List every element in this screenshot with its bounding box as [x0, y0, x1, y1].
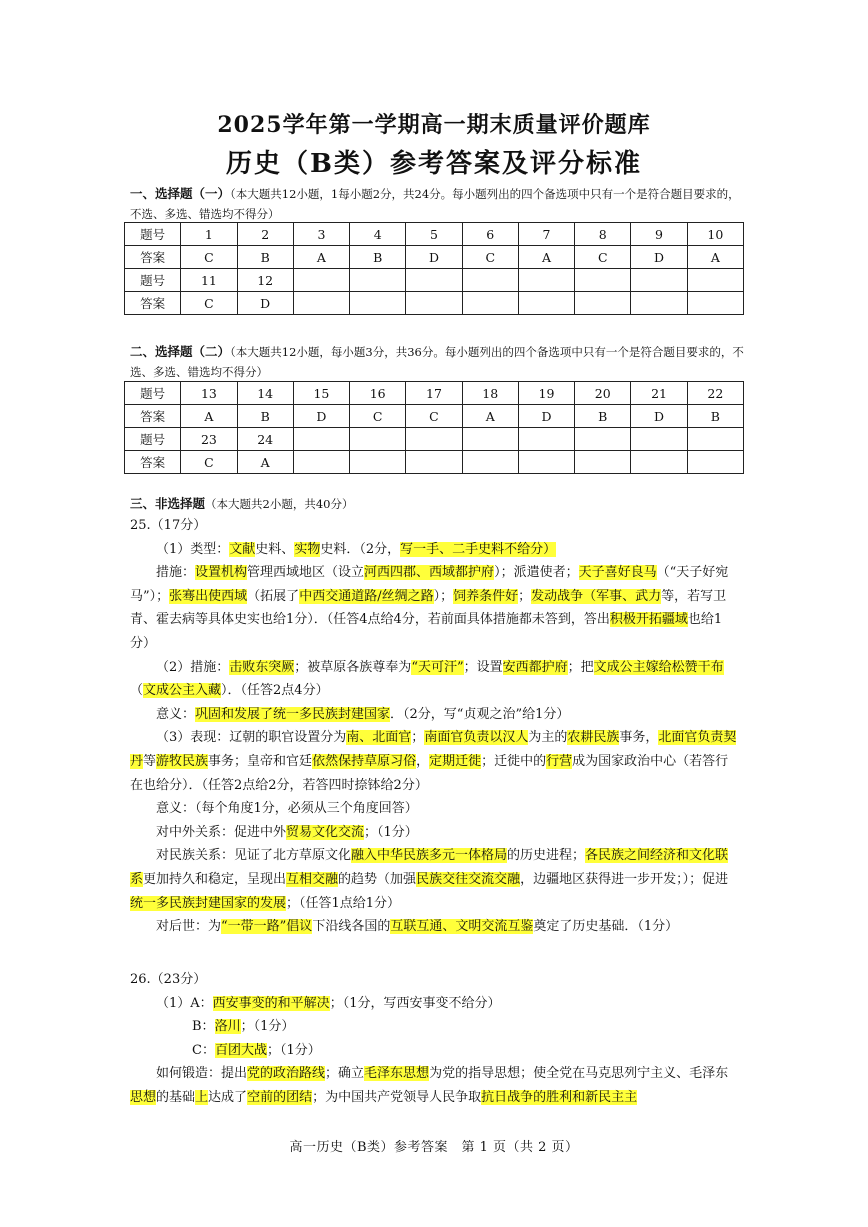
text-segment: ；确立: [325, 1066, 365, 1082]
text-segment: ；（任答1点给1分）: [286, 895, 401, 911]
table-cell: B: [350, 246, 406, 269]
table-cell: [631, 269, 687, 292]
table-cell: D: [631, 405, 687, 428]
text-segment: 的历史进程；: [507, 848, 586, 864]
table-cell: [293, 451, 349, 474]
text-segment: 为主的: [528, 730, 568, 746]
text-segment: （军事、武力: [583, 588, 662, 604]
q25-part1-measures: [130, 561, 740, 655]
text-segment: 巩固和发展了统一多民族封建国家: [195, 706, 391, 722]
exam-title: 2025学年第一学期高一期末质量评价题库: [217, 112, 651, 138]
section2-header: [130, 342, 745, 382]
row-label-cell: 题号: [125, 382, 181, 405]
row-label-cell: 答案: [125, 451, 181, 474]
text-segment: 毛泽东思想: [364, 1066, 430, 1082]
text-segment: 洛川: [214, 1019, 241, 1035]
table-cell: B: [687, 405, 743, 428]
text-segment: 北面官负责契丹: [130, 730, 737, 769]
text-segment: 贸易文化交流: [286, 824, 365, 840]
text-segment: 为党的指导思想；使全党在马克思列宁主义、毛泽东: [429, 1066, 729, 1082]
q25-ethnic-relations: [130, 844, 740, 915]
text-segment: 对后世：为: [156, 919, 222, 935]
q25-number: 25.（17分）: [130, 518, 207, 533]
text-segment: ；: [518, 588, 532, 604]
table-cell: C: [406, 405, 462, 428]
table-cell: 18: [462, 382, 518, 405]
text-segment: ）；派遣使者；: [494, 565, 579, 581]
table-cell: [631, 428, 687, 451]
table-cell: [293, 428, 349, 451]
table-cell: [462, 428, 518, 451]
text-segment: 百团大战: [214, 1042, 267, 1058]
table-cell: [575, 428, 631, 451]
text-segment: 更加持久和稳定，呈现出: [143, 871, 287, 887]
text-segment: ；被草原各族尊奉为: [294, 659, 412, 675]
text-segment: ，边疆地区获得进一步开发；）；促进: [520, 871, 729, 887]
table-cell: C: [350, 405, 406, 428]
table-cell: [518, 269, 574, 292]
text-segment: 各民族之间经济和文化联系: [130, 848, 729, 887]
section3-note: （本大题共2小题，共40分）: [205, 497, 354, 511]
text-segment: ；为中国共产党领导人民争取: [312, 1089, 482, 1105]
table-cell: [631, 451, 687, 474]
table-cell: [575, 292, 631, 315]
q25-later-generations: [130, 915, 740, 939]
text-segment: 河西四郡、西域都护府: [364, 565, 495, 581]
table-cell: 7: [518, 223, 574, 246]
table-cell: [406, 451, 462, 474]
table-cell: [462, 292, 518, 315]
table-cell: [687, 292, 743, 315]
text-segment: （1）类型：: [156, 541, 230, 557]
text-segment: 文成公主入藏: [143, 683, 222, 699]
text-segment: 实物: [294, 541, 321, 557]
text-segment: 奠定了历史基础．（1分）: [533, 919, 679, 935]
table-cell: [350, 428, 406, 451]
text-segment: 文成公主嫁给松赞干布: [593, 659, 724, 675]
table-cell: 15: [293, 382, 349, 405]
text-segment: 上: [195, 1089, 209, 1105]
text-segment: 中西交通道路/丝绸之路: [299, 588, 434, 604]
text-segment: ；（1分，写西安事变不给分）: [329, 995, 501, 1011]
q25-significance-intro: 意义：（每个角度1分，必须从三个角度回答）: [156, 801, 418, 817]
text-segment: 史料、: [255, 541, 295, 557]
text-segment: 等: [143, 753, 157, 769]
text-segment: 设置机构: [195, 565, 248, 581]
table-cell: 12: [237, 269, 293, 292]
text-segment: 意义：: [156, 706, 196, 722]
table-cell: 4: [350, 223, 406, 246]
text-segment: 达成了: [208, 1089, 248, 1105]
q25-part2-measures: [130, 656, 740, 703]
row-label-cell: 答案: [125, 246, 181, 269]
text-segment: 天子喜好良马: [578, 565, 657, 581]
table-cell: 20: [575, 382, 631, 405]
table-cell: [518, 451, 574, 474]
table-cell: 11: [181, 269, 237, 292]
text-segment: （3）表现：辽朝的职官设置分为: [156, 730, 347, 746]
row-label-cell: 题号: [125, 428, 181, 451]
text-segment: 发动战争: [531, 588, 584, 604]
text-segment: ，: [416, 753, 430, 769]
table-cell: [406, 269, 462, 292]
table-cell: D: [237, 292, 293, 315]
text-segment: 南、北面官: [346, 730, 412, 746]
row-label-cell: 答案: [125, 405, 181, 428]
text-segment: 也给1分）: [130, 612, 723, 651]
q25-part2-significance: [130, 703, 740, 727]
text-segment: 农耕民族: [567, 730, 620, 746]
table-cell: A: [237, 451, 293, 474]
table-cell: [293, 292, 349, 315]
table-cell: [293, 269, 349, 292]
table-cell: 13: [181, 382, 237, 405]
table-cell: B: [237, 246, 293, 269]
text-segment: 抗日战争的胜利和新民主主: [481, 1089, 638, 1105]
text-segment: （2）措施：: [156, 659, 230, 675]
table-cell: D: [293, 405, 349, 428]
table-cell: [687, 269, 743, 292]
text-segment: B：: [192, 1019, 215, 1035]
text-segment: 击败东突厥: [229, 659, 295, 675]
text-segment: 饲养条件好: [453, 588, 519, 604]
table-cell: 3: [293, 223, 349, 246]
text-segment: 空前的团结: [247, 1089, 313, 1105]
table-cell: 2: [237, 223, 293, 246]
text-segment: 定期迁徙: [429, 753, 482, 769]
text-segment: ；: [411, 730, 425, 746]
q26-answer-c: [130, 1039, 740, 1063]
text-segment: 民族交往交流交融: [416, 871, 521, 887]
table-row: [125, 292, 744, 315]
table-cell: 9: [631, 223, 687, 246]
table-cell: C: [462, 246, 518, 269]
text-segment: ；把: [567, 659, 594, 675]
text-segment: ）；: [433, 588, 454, 604]
text-segment: ；设置: [463, 659, 503, 675]
text-segment: 写一手、二手史料不给分）: [400, 541, 557, 557]
text-segment: “一带一路”倡议: [221, 919, 313, 935]
table-cell: [462, 451, 518, 474]
q26-answer-b: [130, 1015, 740, 1039]
subject-title: 历史（B类）参考答案及评分标准: [226, 149, 642, 179]
table-cell: 10: [687, 223, 743, 246]
table-row: [125, 269, 744, 292]
text-segment: 思想: [130, 1089, 157, 1105]
section1-note: （本大题共12小题，1每小题2分，共24分。每小题列出的四个备选项中只有一个是符合题目要求的，不选、多选、错选均不得分）: [130, 187, 740, 221]
text-segment: “天可汗”: [411, 659, 464, 675]
table-cell: C: [575, 246, 631, 269]
text-segment: 安西都护府: [502, 659, 568, 675]
table-cell: 19: [518, 382, 574, 405]
text-segment: ；（1分）: [240, 1019, 295, 1035]
table-cell: [350, 269, 406, 292]
text-segment: 对中外关系：促进中外: [156, 824, 287, 840]
text-segment: 互联互通、文明交流互鉴: [390, 919, 534, 935]
table-cell: 22: [687, 382, 743, 405]
table-cell: [406, 428, 462, 451]
text-segment: 游牧民族: [156, 753, 209, 769]
table-cell: [687, 451, 743, 474]
section1-header: [130, 184, 745, 224]
text-segment: 行营: [546, 753, 573, 769]
table-cell: D: [631, 246, 687, 269]
q25-foreign-relations: [130, 821, 740, 845]
answer-table-1: [124, 222, 744, 315]
section2-heading: 二、选择题（二）: [130, 344, 231, 359]
q26-block: [130, 968, 740, 1110]
table-cell: 14: [237, 382, 293, 405]
table-cell: 6: [462, 223, 518, 246]
table-cell: 1: [181, 223, 237, 246]
section3-heading: 三、非选择题: [130, 496, 206, 511]
table-row: [125, 451, 744, 474]
row-label-cell: 题号: [125, 223, 181, 246]
table-cell: [518, 428, 574, 451]
text-segment: 西安事变的和平解决: [212, 995, 330, 1011]
text-segment: （“天子好宛马”）；: [130, 565, 729, 604]
table-row: [125, 382, 744, 405]
text-segment: ．（2分，写“贞观之治”给1分）: [390, 706, 570, 722]
text-segment: 互相交融: [286, 871, 339, 887]
text-segment: （拓展了: [247, 588, 300, 604]
table-cell: A: [687, 246, 743, 269]
text-segment: 积极开拓疆域: [609, 612, 688, 628]
text-segment: 融入中华民族多元一体格局: [351, 848, 508, 864]
text-segment: 南面官负责以汉人: [424, 730, 529, 746]
text-segment: ；（1分）: [266, 1042, 321, 1058]
table-cell: 5: [406, 223, 462, 246]
q25-block: [130, 514, 740, 939]
q25-part3-manifestation: [130, 726, 740, 797]
text-segment: 统一多民族封建国家的发展: [130, 895, 287, 911]
section3-header: [130, 494, 745, 514]
table-cell: [631, 292, 687, 315]
q25-part1-type: [130, 538, 740, 562]
table-cell: A: [518, 246, 574, 269]
table-cell: [575, 269, 631, 292]
text-segment: 管理西域地区（设立: [247, 565, 365, 581]
text-segment: 史料．（2分，: [320, 541, 401, 557]
table-cell: 8: [575, 223, 631, 246]
table-cell: A: [462, 405, 518, 428]
text-segment: 下沿线各国的: [312, 919, 391, 935]
text-segment: 事务，: [619, 730, 659, 746]
text-segment: 事务；皇帝和官廷: [208, 753, 313, 769]
table-cell: A: [293, 246, 349, 269]
text-segment: 党的政治路线: [247, 1066, 326, 1082]
row-label-cell: 题号: [125, 269, 181, 292]
table-cell: D: [406, 246, 462, 269]
table-cell: B: [575, 405, 631, 428]
table-cell: [518, 292, 574, 315]
text-segment: ）．（任答2点4分）: [221, 683, 329, 699]
text-segment: （: [130, 683, 144, 699]
text-segment: 的基础: [156, 1089, 196, 1105]
table-cell: [406, 292, 462, 315]
table-row: [125, 246, 744, 269]
table-cell: B: [237, 405, 293, 428]
text-segment: 张骞出使西域: [169, 588, 248, 604]
text-segment: 等，若写卫青、霍去病等具体史实也给1分）．（任答4点给4分，若前面具体措施都未答到，答出: [130, 588, 727, 628]
table-cell: D: [518, 405, 574, 428]
row-label-cell: 答案: [125, 292, 181, 315]
table-cell: [350, 292, 406, 315]
text-segment: ；迁徙中的: [481, 753, 547, 769]
text-segment: 措施：: [156, 565, 196, 581]
table-cell: [462, 269, 518, 292]
table-cell: [575, 451, 631, 474]
q26-number: 26.（23分）: [130, 972, 207, 987]
table-row: [125, 405, 744, 428]
text-segment: 文献: [229, 541, 256, 557]
table-cell: 16: [350, 382, 406, 405]
text-segment: （1）A：: [156, 995, 213, 1011]
text-segment: 依然保持草原习俗: [312, 753, 417, 769]
text-segment: 对民族关系：见证了北方草原文化: [156, 848, 352, 864]
table-cell: 23: [181, 428, 237, 451]
page-footer: 高一历史（B类）参考答案 第 1 页（共 2 页）: [289, 1140, 579, 1155]
table-row: [125, 428, 744, 451]
table-row: [125, 223, 744, 246]
section2-note: （本大题共12小题，每小题3分，共36分。每小题列出的四个备选项中只有一个是符合题目要求的，不选、多选、错选均不得分）: [130, 345, 744, 379]
text-segment: 如何锻造：提出: [156, 1066, 248, 1082]
q26-answer-a: [130, 992, 740, 1016]
table-cell: A: [181, 405, 237, 428]
table-cell: [687, 428, 743, 451]
table-cell: 17: [406, 382, 462, 405]
text-segment: 的趋势（加强: [338, 871, 417, 887]
answer-table-2: [124, 381, 744, 474]
table-cell: C: [181, 246, 237, 269]
text-segment: 成为国家政治中心（若答行在也给分）．（任答2点给2分，若答四时捺钵给2分）: [130, 753, 729, 793]
table-cell: 24: [237, 428, 293, 451]
table-cell: 21: [631, 382, 687, 405]
section1-heading: 一、选择题（一）: [130, 186, 231, 201]
table-cell: C: [181, 292, 237, 315]
text-segment: C：: [192, 1042, 215, 1058]
table-cell: [350, 451, 406, 474]
q26-how-forged: [130, 1062, 740, 1109]
text-segment: ；（1分）: [364, 824, 418, 840]
table-cell: C: [181, 451, 237, 474]
